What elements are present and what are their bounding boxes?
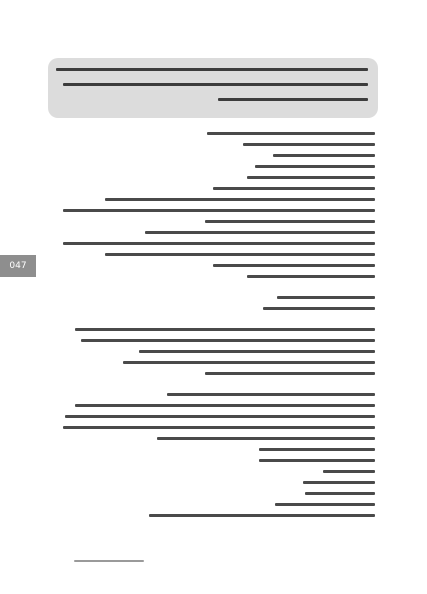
- text-line: [247, 176, 375, 179]
- text-line: [105, 253, 375, 256]
- text-line: [273, 154, 375, 157]
- running-footer: [74, 560, 144, 562]
- note-line: [63, 83, 368, 86]
- text-line: [75, 328, 375, 331]
- text-line: [275, 503, 375, 506]
- text-line: [205, 372, 375, 375]
- text-line: [303, 481, 375, 484]
- text-line: [63, 209, 375, 212]
- text-line: [259, 448, 375, 451]
- text-line: [323, 470, 375, 473]
- text-line: [139, 350, 375, 353]
- text-line: [243, 143, 375, 146]
- text-line: [157, 437, 375, 440]
- text-line: [277, 296, 375, 299]
- chapter-note-box: [48, 58, 378, 118]
- text-line: [81, 339, 375, 342]
- text-line: [65, 415, 375, 418]
- text-line: [105, 198, 375, 201]
- text-line: [75, 404, 375, 407]
- note-line: [218, 98, 368, 101]
- text-line: [213, 187, 375, 190]
- text-line: [63, 426, 375, 429]
- text-line: [123, 361, 375, 364]
- text-line: [149, 514, 375, 517]
- text-line: [263, 307, 375, 310]
- text-line: [213, 264, 375, 267]
- text-line: [167, 393, 375, 396]
- text-line: [259, 459, 375, 462]
- text-line: [247, 275, 375, 278]
- text-line: [205, 220, 375, 223]
- text-line: [145, 231, 375, 234]
- note-line: [56, 68, 368, 71]
- text-line: [207, 132, 375, 135]
- page-number: 047: [0, 255, 36, 277]
- text-line: [255, 165, 375, 168]
- text-line: [305, 492, 375, 495]
- text-line: [63, 242, 375, 245]
